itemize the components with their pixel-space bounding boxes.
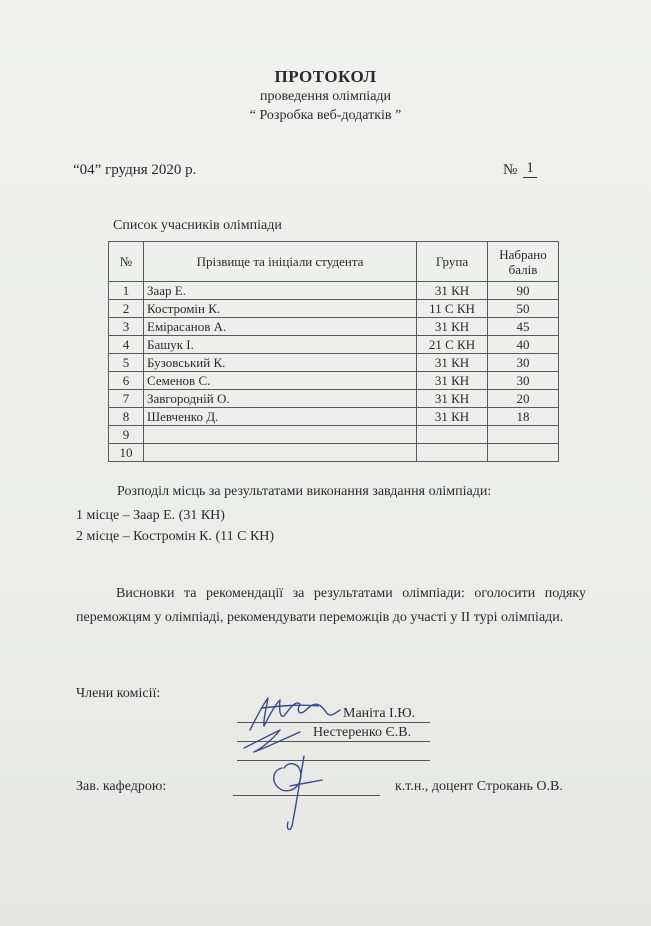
department-head-label: Зав. кафедрою: xyxy=(76,779,167,794)
number-label: № xyxy=(503,162,518,178)
table-row xyxy=(109,426,559,444)
table-row xyxy=(109,372,559,390)
table-header-row xyxy=(109,242,559,282)
row-group: 11 С КН xyxy=(417,300,488,318)
table-row xyxy=(109,408,559,426)
participants-list-title: Список учасників олімпіади xyxy=(113,218,282,233)
row-group: 31 КН xyxy=(417,282,488,300)
row-student-name: Башук І. xyxy=(144,336,417,354)
row-number: 8 xyxy=(109,408,144,426)
participants-table xyxy=(108,241,559,462)
row-score xyxy=(488,426,559,444)
row-group xyxy=(417,444,488,462)
row-group: 31 КН xyxy=(417,318,488,336)
table-row xyxy=(109,354,559,372)
signature-line-1 xyxy=(237,722,430,723)
table-row xyxy=(109,390,559,408)
row-number: 2 xyxy=(109,300,144,318)
row-score: 40 xyxy=(488,336,559,354)
document-subtitle: проведення олімпіади xyxy=(259,89,392,104)
table-row xyxy=(109,444,559,462)
table-row xyxy=(109,336,559,354)
row-score xyxy=(488,444,559,462)
row-number: 10 xyxy=(109,444,144,462)
row-score: 20 xyxy=(488,390,559,408)
row-student-name: Завгородній О. xyxy=(144,390,417,408)
row-group: 31 КН xyxy=(417,372,488,390)
head-signature-line xyxy=(233,795,380,796)
department-head-name: к.т.н., доцент Строкань О.В. xyxy=(395,779,563,794)
table-row xyxy=(109,318,559,336)
row-score: 30 xyxy=(488,354,559,372)
row-number: 4 xyxy=(109,336,144,354)
signature-line-2 xyxy=(237,741,430,742)
header-group: Група xyxy=(417,242,488,282)
row-group: 31 КН xyxy=(417,354,488,372)
document-date: “04” грудня 2020 р. xyxy=(73,162,197,178)
row-score: 90 xyxy=(488,282,559,300)
header-score: Набрано балів xyxy=(488,242,559,282)
row-student-name xyxy=(144,426,417,444)
second-place: 2 місце – Костромін К. (11 С КН) xyxy=(76,529,275,544)
commission-members-label: Члени комісії: xyxy=(76,686,161,701)
table-row xyxy=(109,282,559,300)
conclusions-paragraph: Висновки та рекомендації за результатами олімпіади: оголосити подяку переможцям у олімпіаді, рекомендувати переможців до участі у ІІ турі олімпіади. xyxy=(76,586,586,625)
row-group xyxy=(417,426,488,444)
header-student-name: Прізвище та ініціали студента xyxy=(144,242,417,282)
row-number: 1 xyxy=(109,282,144,300)
row-number: 9 xyxy=(109,426,144,444)
row-student-name: Бузовський К. xyxy=(144,354,417,372)
row-score: 18 xyxy=(488,408,559,426)
first-place: 1 місце – Заар Е. (31 КН) xyxy=(76,508,225,523)
header-number: № xyxy=(109,242,144,282)
table-row xyxy=(109,300,559,318)
results-heading: Розподіл місць за результатами виконання завдання олімпіади: xyxy=(117,484,492,499)
row-score: 45 xyxy=(488,318,559,336)
member-1-name: Маніта І.Ю. xyxy=(343,706,416,721)
olympiad-name: “ Розробка веб-додатків ” xyxy=(249,108,402,123)
member-2-name: Нестеренко Є.В. xyxy=(313,725,412,740)
row-number: 3 xyxy=(109,318,144,336)
row-student-name: Заар Е. xyxy=(144,282,417,300)
signature-3-icon xyxy=(274,764,301,791)
row-student-name: Еміpасанов А. xyxy=(144,318,417,336)
signature-line-3 xyxy=(237,760,430,761)
row-score: 50 xyxy=(488,300,559,318)
row-number: 5 xyxy=(109,354,144,372)
document-title: ПРОТОКОЛ xyxy=(274,67,377,86)
row-student-name xyxy=(144,444,417,462)
row-student-name: Костромін К. xyxy=(144,300,417,318)
row-number: 6 xyxy=(109,372,144,390)
row-group: 21 С КН xyxy=(417,336,488,354)
row-student-name: Шевченко Д. xyxy=(144,408,417,426)
row-score: 30 xyxy=(488,372,559,390)
row-group: 31 КН xyxy=(417,408,488,426)
number-value: 1 xyxy=(523,160,537,178)
row-number: 7 xyxy=(109,390,144,408)
row-group: 31 КН xyxy=(417,390,488,408)
row-student-name: Семенов С. xyxy=(144,372,417,390)
